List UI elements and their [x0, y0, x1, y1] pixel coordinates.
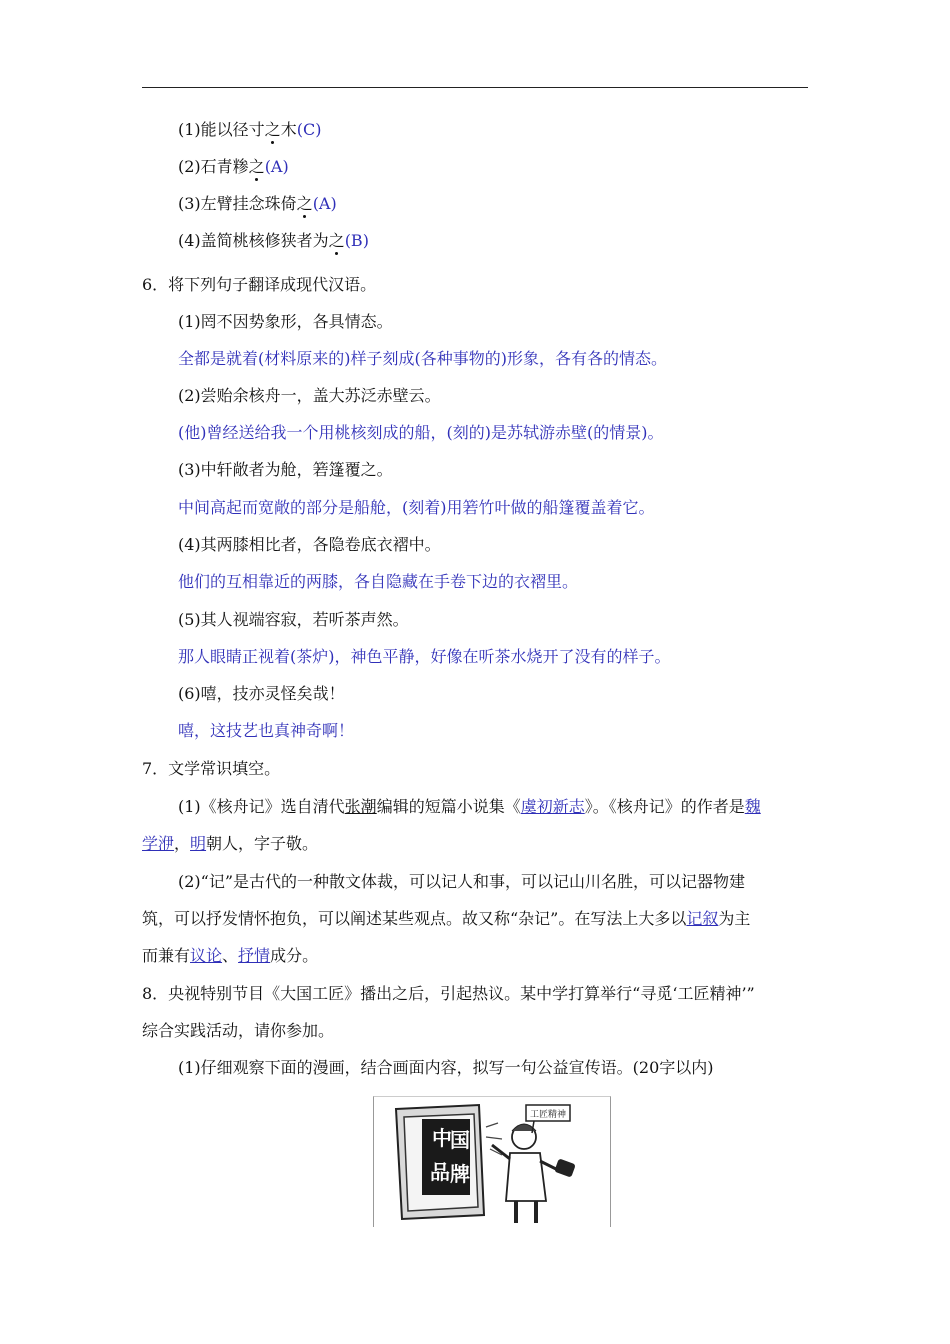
- board-char-2: 国: [450, 1128, 470, 1152]
- header-rule: [142, 87, 808, 88]
- q6-question-4: (4)其两膝相比者，各隐卷底衣褶中。: [178, 535, 441, 554]
- answer: (C): [296, 120, 322, 139]
- q6-question-1: (1)罔不因势象形，各具情态。: [178, 312, 393, 331]
- q6-question-2: (2)尝贻余核舟一，盖大苏泛赤壁云。: [178, 386, 441, 405]
- q5-item-2: (2)石青糁之(A): [178, 157, 289, 176]
- hammer-icon: [554, 1158, 576, 1177]
- q6-answer-4: 他们的互相靠近的两膝，各自隐藏在手卷下边的衣褶里。: [178, 572, 579, 591]
- q8-line1: 8．央视特别节目《大国工匠》播出之后，引起热议。某中学打算举行“寻觅‘工匠精神’”: [142, 984, 755, 1003]
- q6-question-6: (6)嘻，技亦灵怪矣哉！: [178, 684, 345, 703]
- q7-para1-line2: 学洢，明朝人，字子敬。: [142, 834, 319, 853]
- q5-item-4: (4)盖简桃核修狭者为之(B): [178, 231, 369, 250]
- q6-answer-6: 嘻，这技艺也真神奇啊！: [178, 721, 355, 740]
- emphasis-dot: 之: [264, 120, 281, 139]
- q7-para1-line1: (1)《核舟记》选自清代张潮编辑的短篇小说集《虞初新志》。《核舟记》的作者是魏: [178, 797, 761, 816]
- answer: (B): [344, 231, 369, 250]
- board-char-3: 品: [430, 1160, 450, 1184]
- blank-dynasty: 明: [190, 834, 207, 853]
- blank-author-b: 学洢: [142, 834, 175, 853]
- q6-question-5: (5)其人视端容寂，若听茶声然。: [178, 610, 409, 629]
- q7-title: 7．文学常识填空。: [142, 759, 281, 778]
- q6-question-3: (3)中轩敞者为舱，箬篷覆之。: [178, 460, 393, 479]
- blank-narration: 记叙: [686, 909, 719, 928]
- q6-answer-1: 全都是就着(材料原来的)样子刻成(各种事物的)形象，各有各的情态。: [178, 349, 667, 368]
- sign-text: 工匠精神: [530, 1110, 567, 1120]
- q5-item-3: (3)左臂挂念珠倚之(A): [178, 194, 337, 213]
- blank-lyric: 抒情: [238, 946, 271, 965]
- cartoon-image: [373, 1096, 611, 1227]
- q8-sub1: (1)仔细观察下面的漫画，结合画面内容，拟写一句公益宣传语。(20字以内): [178, 1058, 714, 1077]
- q6-answer-5: 那人眼睛正视着(茶炉)，神色平静，好像在听茶水烧开了没有的样子。: [178, 647, 671, 666]
- q7-para2-line1: (2)“记”是古代的一种散文体裁，可以记人和事，可以记山川名胜，可以记器物建: [178, 872, 746, 891]
- blank-book: 虞初新志: [520, 797, 585, 816]
- q7-para2-line2: 筑，可以抒发情怀抱负，可以阐述某些观点。故又称“杂记”。在写法上大多以记叙为主: [142, 909, 751, 928]
- q5-item-1: (1)能以径寸之木(C): [178, 120, 322, 139]
- board-char-4: 牌: [450, 1162, 470, 1186]
- emphasis-dot: 之: [296, 194, 313, 213]
- emphasis-dot: 之: [248, 157, 265, 176]
- board-char-1: 中: [432, 1126, 452, 1150]
- blank-author-a: 魏: [744, 797, 761, 816]
- q8-line2: 综合实践活动，请你参加。: [142, 1021, 335, 1040]
- q6-title: 6．将下列句子翻译成现代汉语。: [142, 275, 377, 294]
- q7-para2-line3: 而兼有议论、抒情成分。: [142, 946, 319, 965]
- answer: (A): [264, 157, 289, 176]
- emphasis-dot: 之: [328, 231, 345, 250]
- blank-argument: 议论: [190, 946, 223, 965]
- blank-editor: 张潮: [344, 797, 377, 816]
- q6-answer-3: 中间高起而宽敞的部分是船舱，(刻着)用箬竹叶做的船篷覆盖着它。: [178, 498, 655, 517]
- answer: (A): [312, 194, 337, 213]
- q6-answer-2: (他)曾经送给我一个用桃核刻成的船，(刻的)是苏轼游赤壁(的情景)。: [178, 423, 664, 442]
- cartoon-drawing: [374, 1097, 610, 1227]
